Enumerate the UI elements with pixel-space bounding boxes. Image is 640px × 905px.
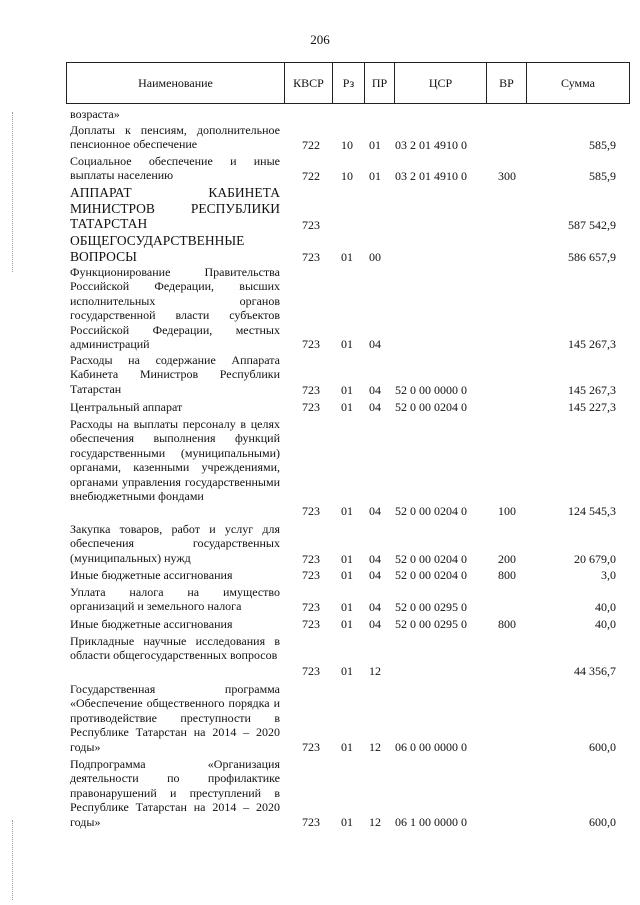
row-vr: 100 (498, 503, 516, 518)
page-number: 206 (310, 32, 330, 47)
row-pr: 04 (369, 567, 381, 582)
row-pr: 04 (369, 382, 381, 397)
row-name: Государственная программа «Обеспечение общественного порядка и противодействие преступности в Республике Татарстан на 2014 – 2020 годы» (70, 682, 280, 754)
row-kvsr: 723 (302, 599, 320, 614)
table-row (0, 568, 640, 582)
row-kvsr: 723 (302, 739, 320, 754)
row-pr: 04 (369, 616, 381, 631)
row-name: Иные бюджетные ассигнования (70, 568, 233, 582)
row-kvsr: 723 (302, 814, 320, 829)
row-sum: 145 267,3 (568, 382, 616, 397)
row-vr: 800 (498, 567, 516, 582)
row-csr: 52 0 00 0000 0 (395, 382, 467, 397)
row-kvsr: 723 (302, 503, 320, 518)
scan-edge-bottom (12, 820, 14, 900)
row-sum: 3,0 (601, 567, 616, 582)
row-name: Центральный аппарат (70, 400, 183, 414)
row-sum: 585,9 (589, 168, 616, 183)
row-csr: 03 2 01 4910 0 (395, 137, 467, 152)
row-pr: 04 (369, 336, 381, 351)
row-sum: 585,9 (589, 137, 616, 152)
row-sum: 40,0 (595, 616, 616, 631)
row-pr: 01 (369, 137, 381, 152)
row-rz: 01 (341, 739, 353, 754)
row-kvsr: 722 (302, 137, 320, 152)
row-rz: 01 (341, 814, 353, 829)
row-name: Подпрограмма «Организация деятельности по профилактике правонарушений и преступлений в Республике Татарстан на 2014 – 2020 годы» (70, 757, 280, 829)
row-kvsr: 723 (302, 399, 320, 414)
row-name: ОБЩЕГОСУДАРСТВЕННЫЕ ВОПРОСЫ (70, 233, 245, 264)
row-rz: 01 (341, 616, 353, 631)
row-sum: 124 545,3 (568, 503, 616, 518)
table-row (0, 185, 640, 232)
row-name: Расходы на выплаты персоналу в целях обеспечения выполнения функций государственными (муниципальными) органами, казенными учреждениями, органами управления государственными внебюджетными фондами (70, 417, 280, 504)
row-csr: 52 0 00 0204 0 (395, 551, 467, 566)
row-pr: 04 (369, 599, 381, 614)
row-csr: 52 0 00 0204 0 (395, 567, 467, 582)
row-name: Закупка товаров, работ и услуг для обеспечения государственных (муниципальных) нужд (70, 522, 280, 565)
row-name: Уплата налога на имущество организаций и земельного налога (70, 585, 280, 614)
row-vr: 200 (498, 551, 516, 566)
table-row (0, 757, 640, 829)
row-kvsr: 723 (302, 551, 320, 566)
row-sum: 600,0 (589, 739, 616, 754)
row-sum: 587 542,9 (568, 217, 616, 232)
row-name: Функционирование Правительства Российской Федерации, высших исполнительных органов государственной власти субъектов Российской Федерации, местных администраций (70, 265, 280, 352)
header-name: Наименование (67, 63, 285, 103)
row-name: Доплаты к пенсиям, дополнительное пенсионное обеспечение (70, 123, 280, 152)
row-csr: 52 0 00 0295 0 (395, 599, 467, 614)
row-pr: 12 (369, 663, 381, 678)
row-name: АППАРАТ КАБИНЕТА МИНИСТРОВ РЕСПУБЛИКИ ТАТАРСТАН (70, 185, 280, 231)
row-rz: 01 (341, 336, 353, 351)
row-kvsr: 723 (302, 567, 320, 582)
row-kvsr: 723 (302, 217, 320, 232)
row-rz: 01 (341, 599, 353, 614)
table-row (0, 265, 640, 351)
header-rz: Рз (333, 63, 365, 103)
row-rz: 01 (341, 551, 353, 566)
row-pr: 00 (369, 249, 381, 264)
table-row (0, 107, 640, 121)
row-rz: 01 (341, 249, 353, 264)
row-pr: 12 (369, 739, 381, 754)
row-pr: 04 (369, 399, 381, 414)
header-pr: ПР (365, 63, 395, 103)
row-sum: 20 679,0 (574, 551, 616, 566)
table-row (0, 154, 640, 183)
table-row (0, 634, 640, 678)
table-row (0, 123, 640, 152)
table-row (0, 417, 640, 518)
header-sum: Сумма (561, 75, 595, 90)
row-kvsr: 723 (302, 336, 320, 351)
row-csr: 52 0 00 0295 0 (395, 616, 467, 631)
row-pr: 12 (369, 814, 381, 829)
row-sum: 44 356,7 (574, 663, 616, 678)
row-rz: 10 (341, 137, 353, 152)
table-row (0, 682, 640, 754)
row-kvsr: 723 (302, 382, 320, 397)
row-vr: 300 (498, 168, 516, 183)
table-row (0, 400, 640, 414)
row-kvsr: 723 (302, 616, 320, 631)
row-kvsr: 723 (302, 663, 320, 678)
table-row (0, 353, 640, 397)
row-csr: 52 0 00 0204 0 (395, 399, 467, 414)
row-csr: 03 2 01 4910 0 (395, 168, 467, 183)
row-csr: 06 0 00 0000 0 (395, 739, 467, 754)
row-csr: 06 1 00 0000 0 (395, 814, 467, 829)
header-vr: ВР (487, 63, 527, 103)
row-sum: 600,0 (589, 814, 616, 829)
row-name: возраста» (70, 107, 120, 121)
row-sum: 145 267,3 (568, 336, 616, 351)
row-rz: 01 (341, 382, 353, 397)
row-pr: 01 (369, 168, 381, 183)
row-vr: 800 (498, 616, 516, 631)
table-row (0, 522, 640, 566)
row-sum: 40,0 (595, 599, 616, 614)
row-pr: 04 (369, 503, 381, 518)
row-sum: 586 657,9 (568, 249, 616, 264)
row-csr: 52 0 00 0204 0 (395, 503, 467, 518)
row-name: Социальное обеспечение и иные выплаты населению (70, 154, 280, 183)
row-sum: 145 227,3 (568, 399, 616, 414)
row-rz: 01 (341, 399, 353, 414)
row-kvsr: 722 (302, 168, 320, 183)
row-rz: 01 (341, 503, 353, 518)
row-pr: 04 (369, 551, 381, 566)
row-rz: 01 (341, 567, 353, 582)
table-row (0, 233, 640, 264)
row-rz: 10 (341, 168, 353, 183)
table-row (0, 617, 640, 631)
table-row (0, 585, 640, 614)
table-header (66, 62, 630, 104)
row-kvsr: 723 (302, 249, 320, 264)
header-csr: ЦСР (395, 63, 487, 103)
header-kvsr: КВСР (285, 63, 333, 103)
row-name: Расходы на содержание Аппарата Кабинета Министров Республики Татарстан (70, 353, 280, 396)
row-rz: 01 (341, 663, 353, 678)
row-name: Иные бюджетные ассигнования (70, 617, 233, 631)
row-name: Прикладные научные исследования в области общегосударственных вопросов (70, 634, 280, 663)
